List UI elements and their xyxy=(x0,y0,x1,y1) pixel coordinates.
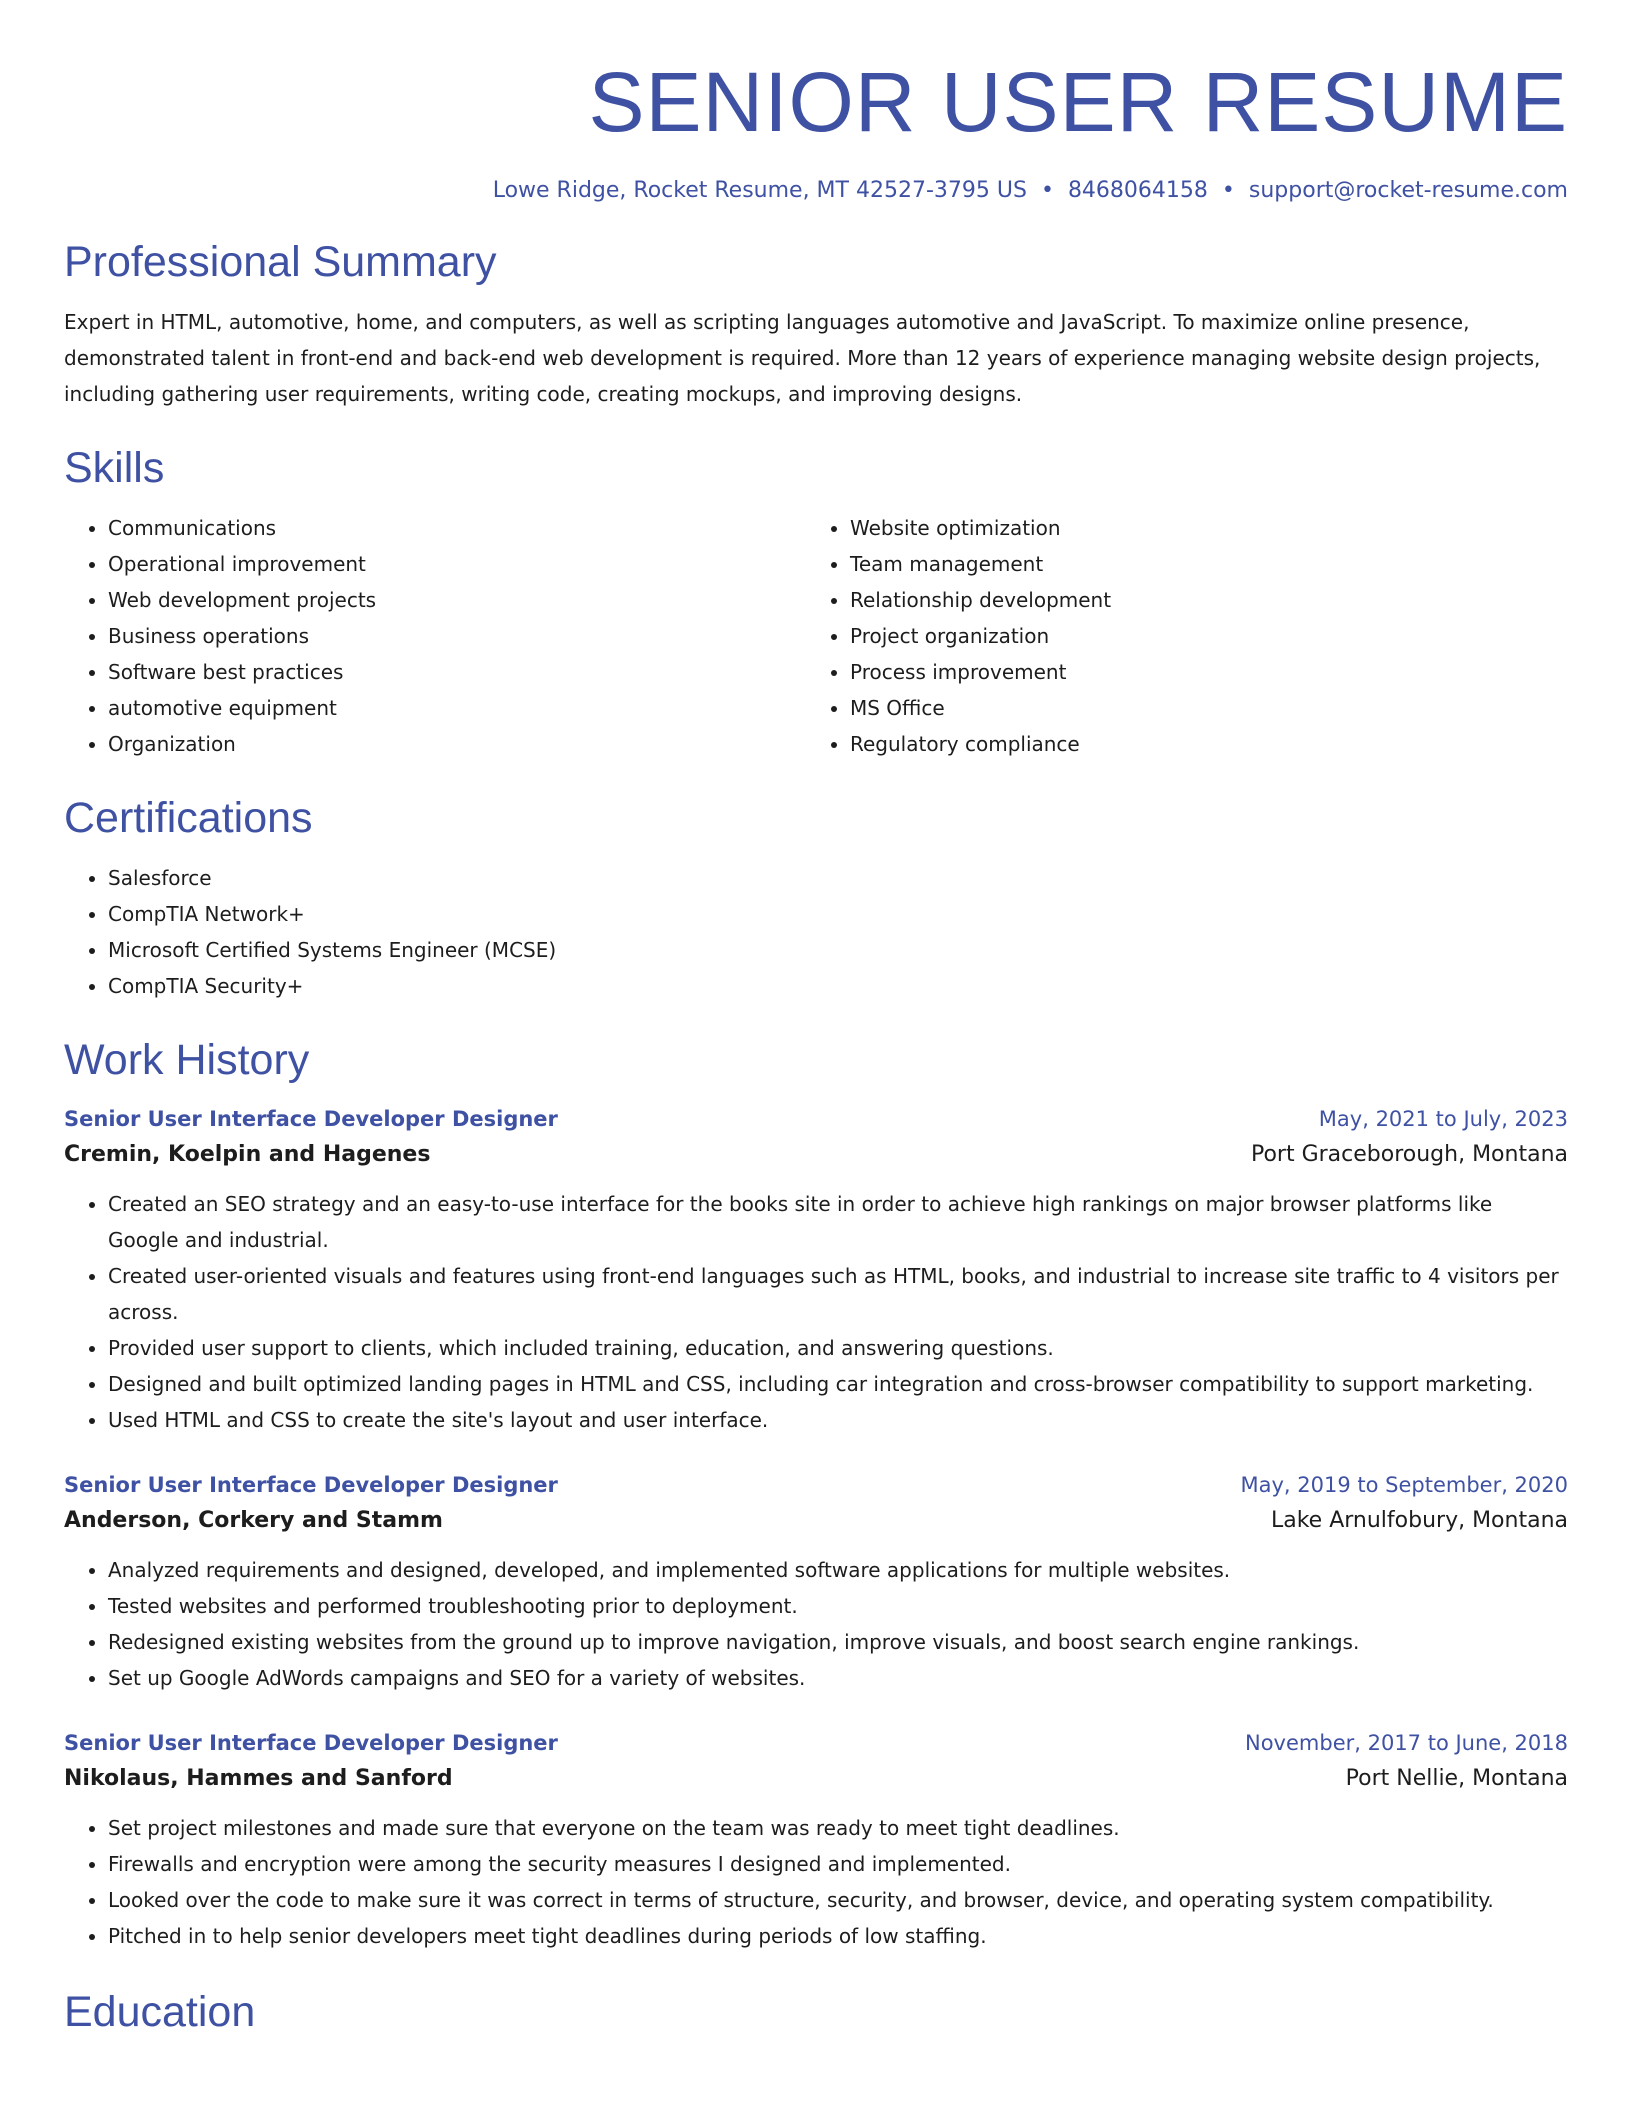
skill-item: • Process improvement xyxy=(850,654,1548,690)
job-location: Port Graceborough, Montana xyxy=(1250,1142,1568,1167)
contact-phone: 8468064158 xyxy=(1067,178,1208,203)
job-header-row xyxy=(64,1102,1568,1136)
job-company-row xyxy=(64,1502,1568,1540)
job-dates: May, 2019 to September, 2020 xyxy=(1240,1473,1568,1497)
job-bullet: • Tested websites and performed troubleshooting prior to deployment. xyxy=(108,1588,1568,1624)
section-title-skills: Skills xyxy=(64,444,165,492)
job-location: Port Nellie, Montana xyxy=(1345,1766,1568,1791)
job-bullet: • Set up Google AdWords campaigns and SEO for a variety of websites. xyxy=(108,1660,1568,1696)
job-company: Anderson, Corkery and Stamm xyxy=(64,1508,443,1533)
job-dates: November, 2017 to June, 2018 xyxy=(1245,1731,1568,1755)
job-header-row xyxy=(64,1468,1568,1502)
job-bullets xyxy=(64,1810,1568,1954)
job-bullet: • Set project milestones and made sure that everyone on the team was ready to meet tight deadlines. xyxy=(108,1810,1568,1846)
section-title-education: Education xyxy=(64,1988,256,2036)
skill-item: • Organization xyxy=(108,726,806,762)
job-company: Nikolaus, Hammes and Sanford xyxy=(64,1766,453,1791)
skills-list-right xyxy=(806,510,1548,762)
job-bullet: • Created user-oriented visuals and features using front-end languages such as HTML, books, and industrial to increase site traffic to 4 visitors per across. xyxy=(108,1258,1568,1330)
job-bullet: • Provided user support to clients, which included training, education, and answering questions. xyxy=(108,1330,1568,1366)
job-bullet: • Designed and built optimized landing pages in HTML and CSS, including car integration and cross-browser compatibility to support marketing. xyxy=(108,1366,1568,1402)
skill-item: • automotive equipment xyxy=(108,690,806,726)
skill-item: • Operational improvement xyxy=(108,546,806,582)
contact-line xyxy=(64,176,1568,206)
job-bullets xyxy=(64,1552,1568,1696)
job-entry xyxy=(64,1102,1568,1438)
job-location: Lake Arnulfobury, Montana xyxy=(1270,1508,1568,1533)
skill-item: • Team management xyxy=(850,546,1548,582)
section-title-work-history: Work History xyxy=(64,1036,310,1084)
skill-item: • Regulatory compliance xyxy=(850,726,1548,762)
job-entry xyxy=(64,1468,1568,1696)
job-dates: May, 2021 to July, 2023 xyxy=(1318,1107,1568,1131)
job-bullets xyxy=(64,1186,1568,1438)
job-company: Cremin, Koelpin and Hagenes xyxy=(64,1142,431,1167)
skill-item: • Relationship development xyxy=(850,582,1548,618)
skill-item: • Software best practices xyxy=(108,654,806,690)
job-bullet: • Pitched in to help senior developers meet tight deadlines during periods of low staffing. xyxy=(108,1918,1568,1954)
job-bullet: • Analyzed requirements and designed, developed, and implemented software applications for multiple websites. xyxy=(108,1552,1568,1588)
resume-name: SENIOR USER RESUME xyxy=(588,55,1568,149)
skill-item: • Web development projects xyxy=(108,582,806,618)
skills-column-right xyxy=(806,510,1548,762)
job-title: Senior User Interface Developer Designer xyxy=(64,1107,558,1131)
certification-item: • CompTIA Network+ xyxy=(108,896,1568,932)
certifications-list xyxy=(64,860,1568,1004)
contact-separator: • xyxy=(1040,178,1054,203)
job-bullet: • Firewalls and encryption were among the security measures I designed and implemented. xyxy=(108,1846,1568,1882)
job-bullet: • Looked over the code to make sure it was correct in terms of structure, security, and browser, device, and operating system compatibility. xyxy=(108,1882,1568,1918)
contact-address: Lowe Ridge, Rocket Resume, MT 42527-3795 US xyxy=(492,178,1027,203)
skill-item: • MS Office xyxy=(850,690,1548,726)
skill-item: • Project organization xyxy=(850,618,1548,654)
section-title-summary: Professional Summary xyxy=(64,238,497,286)
job-header-row xyxy=(64,1726,1568,1760)
skill-item: • Website optimization xyxy=(850,510,1548,546)
contact-separator: • xyxy=(1221,178,1235,203)
job-bullet: • Created an SEO strategy and an easy-to-use interface for the books site in order to achieve high rankings on major browser platforms like Google and industrial. xyxy=(108,1186,1568,1258)
job-title: Senior User Interface Developer Designer xyxy=(64,1731,558,1755)
job-bullet: • Redesigned existing websites from the ground up to improve navigation, improve visuals, and boost search engine rankings. xyxy=(108,1624,1568,1660)
certification-item: • Salesforce xyxy=(108,860,1568,896)
skills-list-left xyxy=(64,510,806,762)
job-bullet: • Used HTML and CSS to create the site's layout and user interface. xyxy=(108,1402,1568,1438)
job-entry xyxy=(64,1726,1568,1954)
job-company-row xyxy=(64,1136,1568,1174)
skill-item: • Communications xyxy=(108,510,806,546)
skills-column-left xyxy=(64,510,806,762)
contact-email: support@rocket-resume.com xyxy=(1248,178,1568,203)
skills-columns xyxy=(64,510,1568,762)
job-title: Senior User Interface Developer Designer xyxy=(64,1473,558,1497)
certification-item: • CompTIA Security+ xyxy=(108,968,1568,1004)
skill-item: • Business operations xyxy=(108,618,806,654)
certification-item: • Microsoft Certified Systems Engineer (MCSE) xyxy=(108,932,1568,968)
section-title-certifications: Certifications xyxy=(64,794,313,842)
summary-text: Expert in HTML, automotive, home, and computers, as well as scripting languages automotive and JavaScript. To maximize online presence, demonstrated talent in front-end and back-end web development is required. More than 12 years of experience managing website design projects, including gathering user requirements, writing code, creating mockups, and improving designs. xyxy=(64,310,1541,406)
job-company-row xyxy=(64,1760,1568,1798)
